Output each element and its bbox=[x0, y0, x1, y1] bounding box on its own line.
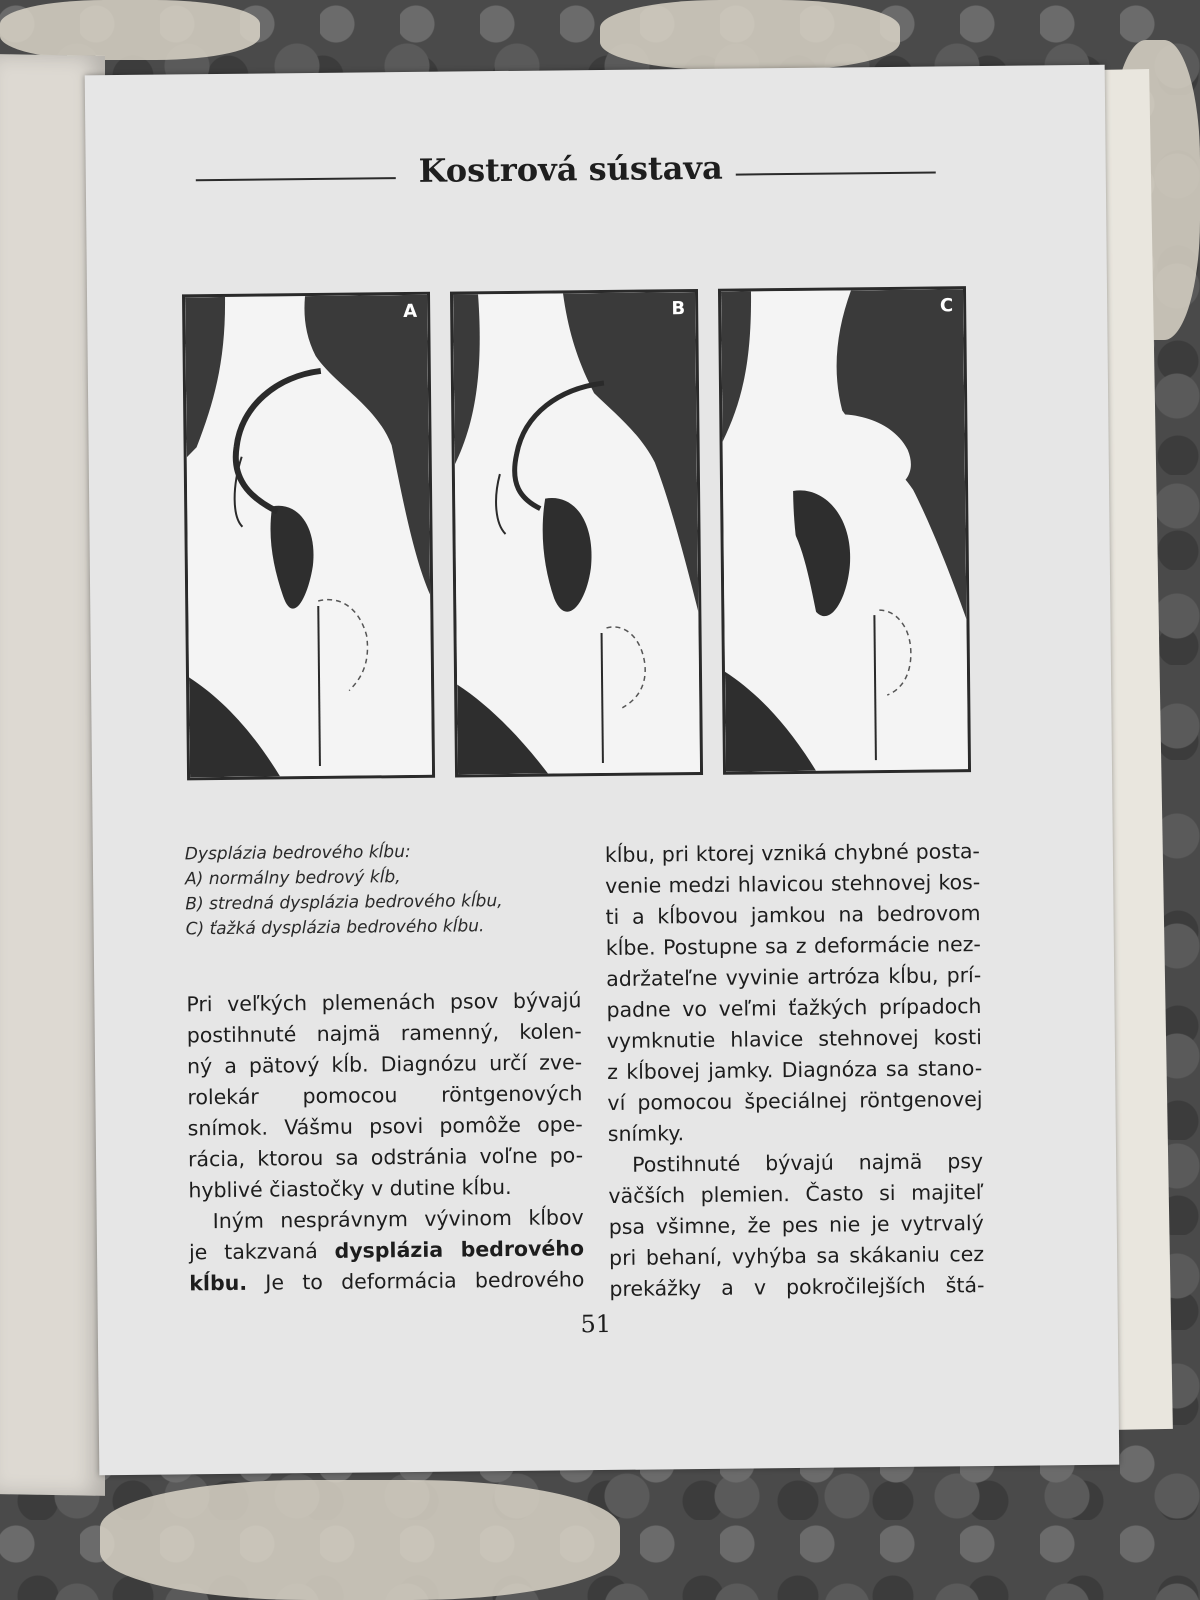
body-line: Iným nesprávnym vývinom kĺbov bbox=[212, 1205, 584, 1234]
book-page bbox=[85, 65, 1120, 1476]
body-line: postihnuté najmä ramenný, kolen- bbox=[186, 1019, 582, 1048]
figure-caption bbox=[185, 838, 606, 942]
body-line: kĺbe. Postupne sa z deformácie nez- bbox=[605, 932, 981, 960]
hip-joint-normal-drawing bbox=[185, 295, 432, 778]
body-line: Pri veľkých plemenách psov bývajú bbox=[186, 988, 582, 1017]
body-line-with-bold bbox=[189, 1233, 584, 1268]
body-line-with-bold bbox=[189, 1264, 584, 1299]
body-line: ný a pätový kĺb. Diagnózu určí zve- bbox=[186, 1050, 583, 1079]
chapter-title: Kostrová sústava bbox=[418, 148, 723, 190]
body-line: ti a kĺbovou jamkou na bedrovom bbox=[605, 901, 981, 929]
hip-joint-moderate-drawing bbox=[453, 292, 700, 775]
panel-a-label: A bbox=[403, 300, 418, 323]
hip-joint-severe-drawing bbox=[721, 289, 968, 772]
body-line: venie medzi hlavicou stehnovej kos- bbox=[605, 870, 981, 898]
body-line: rolekár pomocou röntgenových bbox=[187, 1081, 583, 1110]
panel-c-label: C bbox=[939, 295, 954, 317]
body-line: rácia, ktorou sa odstránia voľne po- bbox=[187, 1143, 584, 1172]
body-text: je takzvaná bbox=[188, 1239, 318, 1265]
rug-pattern bbox=[100, 1480, 620, 1600]
bold-term: dysplázia bedrového bbox=[334, 1236, 585, 1263]
body-text-left-column bbox=[186, 985, 584, 1299]
body-line: padne vo veľmi ťažkých prípadoch bbox=[606, 994, 982, 1022]
caption-item-b: B) stredná dysplázia bedrového kĺbu, bbox=[185, 891, 503, 915]
caption-item-c: C) ťažká dysplázia bedrového kĺbu. bbox=[185, 916, 485, 940]
body-line: adržateľne vyvinie artróza kĺbu, prí- bbox=[606, 963, 982, 991]
body-line: psa všimne, že pes nie je vytrvalý bbox=[608, 1211, 984, 1239]
rug-pattern bbox=[600, 0, 900, 70]
bold-term: kĺbu. bbox=[189, 1270, 248, 1296]
body-line: pri behaní, vyhýba sa skákaniu cez bbox=[608, 1242, 985, 1270]
panel-b-label: B bbox=[671, 298, 686, 320]
header-rule-left bbox=[196, 177, 396, 181]
page-number: 51 bbox=[580, 1309, 612, 1339]
body-line: Postihnuté bývajú najmä psy bbox=[632, 1149, 984, 1177]
body-line: z kĺbovej jamky. Diagnóza sa stano- bbox=[607, 1056, 983, 1084]
panel-a bbox=[182, 292, 435, 781]
hip-dysplasia-illustration bbox=[182, 286, 962, 784]
caption-title: Dysplázia bedrového kĺbu: bbox=[184, 842, 411, 865]
body-line: prekážky a v pokročilejších štá- bbox=[609, 1273, 985, 1301]
body-line: hyblivé čiastočky v dutine kĺbu. bbox=[188, 1174, 512, 1203]
body-line: väčších plemien. Často si majiteľ bbox=[608, 1180, 984, 1208]
caption-item-a: A) normálny bedrový kĺb, bbox=[185, 867, 401, 890]
header-rule-right bbox=[736, 171, 936, 175]
body-line: ví pomocou špeciálnej röntgenovej bbox=[607, 1087, 983, 1115]
panel-b bbox=[450, 289, 703, 778]
rug-pattern bbox=[0, 0, 260, 60]
body-text: Je to deformácia bedrového bbox=[265, 1267, 585, 1295]
body-line: snímky. bbox=[607, 1121, 685, 1146]
body-line: snímok. Vášmu psovi pomôže ope- bbox=[187, 1112, 583, 1141]
body-line: vymknutie hlavice stehnovej kosti bbox=[606, 1025, 982, 1053]
body-line: kĺbu, pri ktorej vzniká chybné posta- bbox=[604, 839, 980, 867]
chapter-header bbox=[195, 136, 936, 204]
panel-c bbox=[718, 286, 971, 775]
body-text-right-column bbox=[605, 836, 985, 1305]
